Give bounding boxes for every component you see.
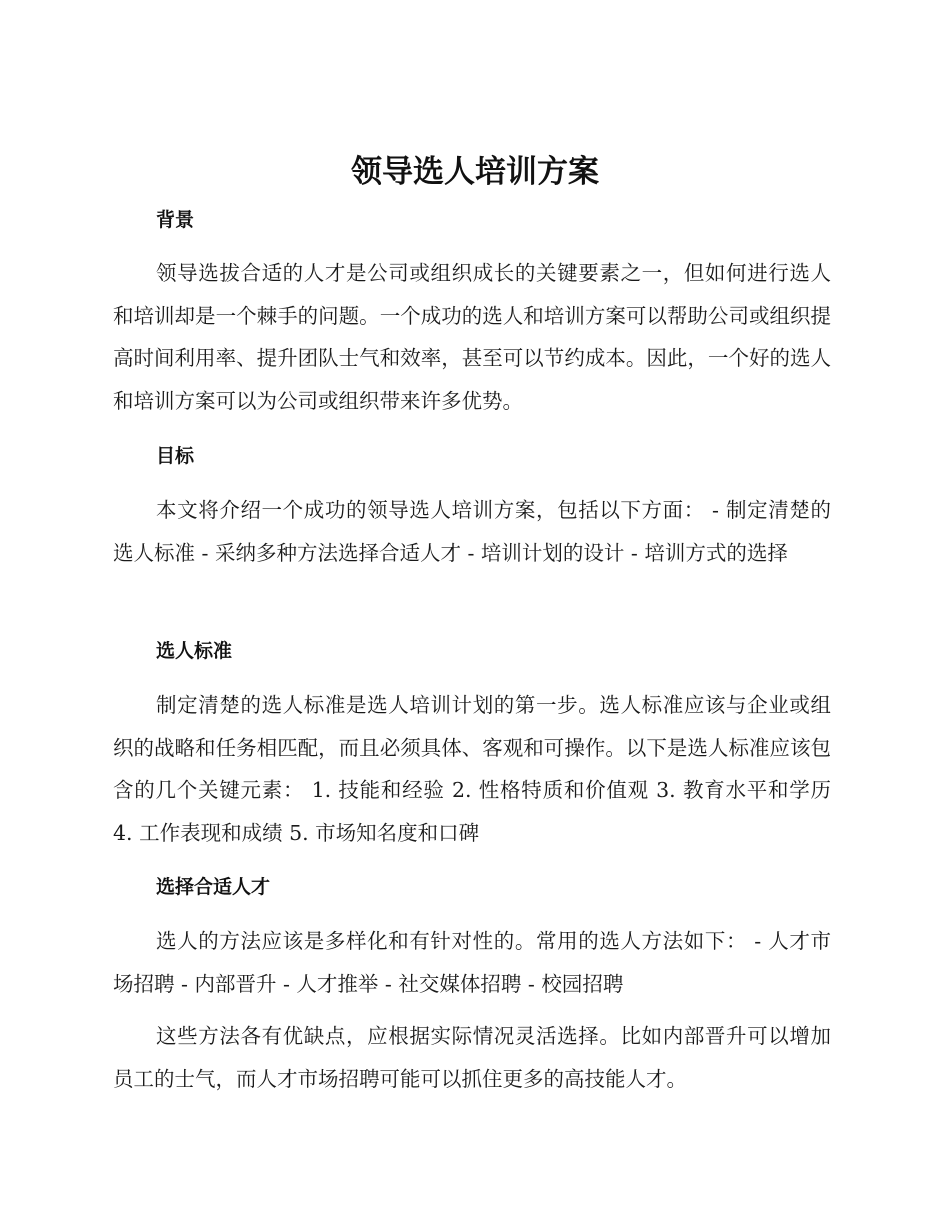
section-heading-choose-talent: 选择合适人才 — [156, 876, 271, 898]
paragraph-choose-talent-methods: 选人的方法应该是多样化和有针对性的。常用的选人方法如下： - 人才市场招聘 - 内部晋升 - 人才推举 - 社交媒体招聘 - 校园招聘 — [113, 929, 831, 996]
paragraph-goals: 本文将介绍一个成功的领导选人培训方案，包括以下方面： - 制定清楚的选人标准 - 采纳多种方法选择合适人才 - 培训计划的设计 - 培训方式的选择 — [113, 498, 831, 565]
document-title: 领导选人培训方案 — [351, 154, 599, 190]
section-heading-goals: 目标 — [156, 445, 195, 467]
section-heading-selection-criteria: 选人标准 — [156, 640, 233, 662]
paragraph-choose-talent-tradeoffs: 这些方法各有优缺点，应根据实际情况灵活选择。比如内部晋升可以增加员工的士气，而人才市场招聘可能可以抓住更多的高技能人才。 — [113, 1024, 831, 1091]
paragraph-selection-criteria: 制定清楚的选人标准是选人培训计划的第一步。选人标准应该与企业或组织的战略和任务相匹配，而且必须具体、客观和可操作。以下是选人标准应该包含的几个关键元素： 1. 技能和经验 2. 性格特质和价值观 3. 教育水平和学历 4. 工作表现和成绩 5. 市场知名度和口碑 — [113, 693, 831, 845]
paragraph-background: 领导选拔合适的人才是公司或组织成长的关键要素之一，但如何进行选人和培训却是一个棘手的问题。一个成功的选人和培训方案可以帮助公司或组织提高时间利用率、提升团队士气和效率，甚至可以节约成本。因此，一个好的选人和培训方案可以为公司或组织带来许多优势。 — [113, 261, 831, 413]
section-heading-background: 背景 — [156, 209, 195, 231]
